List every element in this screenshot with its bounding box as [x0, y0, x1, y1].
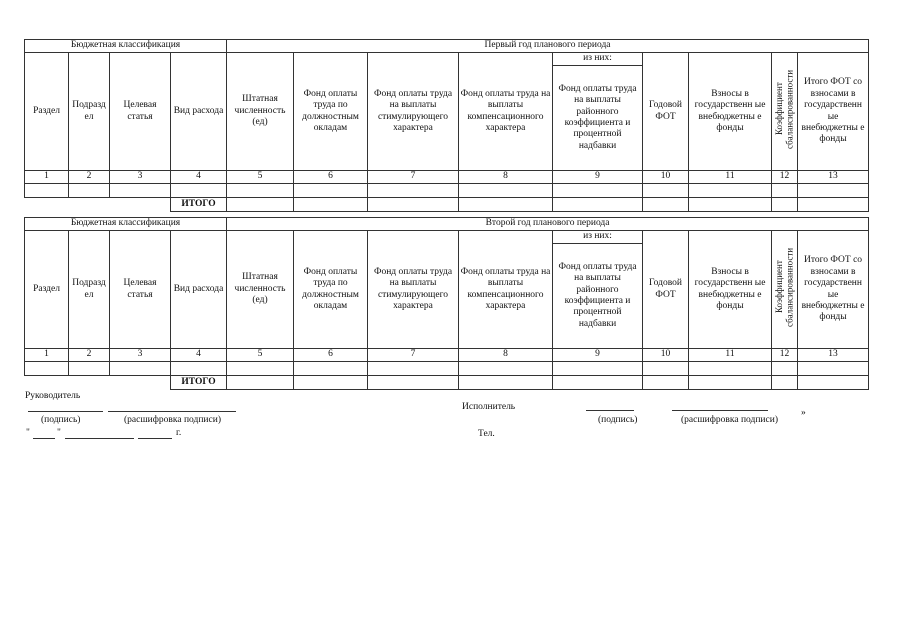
total-cell[interactable]: [643, 376, 689, 390]
header-koef-text: Коэффициент сбалансированности: [774, 247, 795, 327]
header-koef: [772, 231, 798, 349]
total-label: ИТОГО: [171, 198, 227, 212]
header-vznosy: Взносы в государственн ые внебюджетны е фонды: [689, 231, 772, 349]
rukovoditel-label: Руководитель: [25, 391, 81, 401]
col-number: 9: [553, 349, 643, 362]
col-number: 1: [25, 349, 69, 362]
empty-cell[interactable]: [294, 184, 368, 198]
col-number: 11: [689, 171, 772, 184]
col-number: 6: [294, 171, 368, 184]
ispolnitel-rasshifrovka-caption: (расшифровка подписи): [681, 415, 778, 425]
table-row-total: [25, 198, 869, 212]
empty-cell[interactable]: [798, 184, 869, 198]
header-fond-stim: Фонд оплаты труда на выплаты стимулирующего характера: [368, 231, 459, 349]
spacer-cell: [110, 376, 171, 390]
header-shtatnaya-chislennost: Штатная численность (ед): [227, 231, 294, 349]
rukovoditel-podpis-caption: (подпись): [41, 415, 81, 425]
rukovoditel-signature-line[interactable]: [28, 411, 103, 412]
header-fond-rayon: Фонд оплаты труда на выплаты районного коэффициента и процентной надбавки: [553, 66, 643, 171]
date-month-line[interactable]: [65, 438, 134, 439]
col-number: 8: [459, 171, 553, 184]
col-number: 9: [553, 171, 643, 184]
total-label: ИТОГО: [171, 376, 227, 390]
empty-cell[interactable]: [25, 184, 69, 198]
total-cell[interactable]: [643, 198, 689, 212]
empty-cell[interactable]: [294, 362, 368, 376]
header-koef: [772, 53, 798, 171]
empty-cell[interactable]: [553, 362, 643, 376]
total-cell[interactable]: [368, 376, 459, 390]
budget-table-second-year: [24, 217, 869, 390]
total-cell[interactable]: [798, 376, 869, 390]
section-period-title: Первый год планового периода: [227, 40, 869, 53]
col-number: 1: [25, 171, 69, 184]
spacer-cell: [25, 376, 69, 390]
col-number: 7: [368, 349, 459, 362]
col-number: 3: [110, 171, 171, 184]
empty-cell[interactable]: [553, 184, 643, 198]
empty-cell[interactable]: [69, 184, 110, 198]
header-fond-komp: Фонд оплаты труда на выплаты компенсационного характера: [459, 231, 553, 349]
spacer-cell: [69, 198, 110, 212]
col-number: 2: [69, 171, 110, 184]
empty-cell[interactable]: [772, 184, 798, 198]
total-cell[interactable]: [772, 376, 798, 390]
empty-cell[interactable]: [69, 362, 110, 376]
empty-cell[interactable]: [459, 362, 553, 376]
ispolnitel-label: Исполнитель: [462, 402, 516, 412]
empty-cell[interactable]: [171, 362, 227, 376]
empty-cell[interactable]: [798, 362, 869, 376]
empty-cell[interactable]: [110, 362, 171, 376]
table-row-empty: [25, 184, 869, 198]
closing-quote-mark: »: [801, 408, 806, 418]
date-close-quote: ": [57, 428, 61, 438]
empty-cell[interactable]: [772, 362, 798, 376]
col-number: 11: [689, 349, 772, 362]
section-budget-classification: Бюджетная классификация: [25, 40, 227, 53]
total-cell[interactable]: [459, 198, 553, 212]
total-cell[interactable]: [227, 376, 294, 390]
ispolnitel-signature-line[interactable]: [586, 410, 634, 411]
section-period-title: Второй год планового периода: [227, 218, 869, 231]
col-number: 6: [294, 349, 368, 362]
total-cell[interactable]: [459, 376, 553, 390]
header-godovoy-fot: Годовой ФОТ: [643, 231, 689, 349]
header-shtatnaya-chislennost: Штатная численность (ед): [227, 53, 294, 171]
empty-cell[interactable]: [227, 362, 294, 376]
header-iz-nih: из них:: [553, 53, 643, 66]
total-cell[interactable]: [689, 376, 772, 390]
spacer-cell: [25, 198, 69, 212]
total-cell[interactable]: [294, 198, 368, 212]
header-podrazdel: Подразд ел: [69, 231, 110, 349]
col-number: 2: [69, 349, 110, 362]
table-row-total: [25, 376, 869, 390]
header-razdel: Раздел: [25, 53, 69, 171]
empty-cell[interactable]: [171, 184, 227, 198]
tel-label: Тел.: [478, 429, 495, 439]
date-year-line[interactable]: [138, 438, 172, 439]
header-itogo-fot: Итого ФОТ со взносами в государственн ые внебюджетны е фонды: [798, 231, 869, 349]
header-vznosy: Взносы в государственн ые внебюджетны е фонды: [689, 53, 772, 171]
header-celevaya-statya: Целевая статья: [110, 231, 171, 349]
empty-cell[interactable]: [368, 362, 459, 376]
header-podrazdel: Подразд ел: [69, 53, 110, 171]
header-fond-oklad: Фонд оплаты труда по должностным окладам: [294, 53, 368, 171]
col-number: 5: [227, 171, 294, 184]
date-year-suffix: г.: [176, 428, 182, 438]
header-fond-rayon: Фонд оплаты труда на выплаты районного коэффициента и процентной надбавки: [553, 244, 643, 349]
total-cell[interactable]: [798, 198, 869, 212]
col-number: 13: [798, 171, 869, 184]
header-iz-nih: из них:: [553, 231, 643, 244]
header-fond-oklad: Фонд оплаты труда по должностным окладам: [294, 231, 368, 349]
total-cell[interactable]: [553, 198, 643, 212]
header-razdel: Раздел: [25, 231, 69, 349]
rukovoditel-rasshifrovka-caption: (расшифровка подписи): [124, 415, 221, 425]
total-cell[interactable]: [553, 376, 643, 390]
empty-cell[interactable]: [227, 184, 294, 198]
col-number: 8: [459, 349, 553, 362]
empty-cell[interactable]: [689, 362, 772, 376]
ispolnitel-name-line[interactable]: [672, 410, 768, 411]
ispolnitel-podpis-caption: (подпись): [598, 415, 638, 425]
header-godovoy-fot: Годовой ФОТ: [643, 53, 689, 171]
header-fond-komp: Фонд оплаты труда на выплаты компенсационного характера: [459, 53, 553, 171]
header-itogo-fot: Итого ФОТ со взносами в государственн ые внебюджетны е фонды: [798, 53, 869, 171]
header-koef-text: Коэффициент сбалансированности: [774, 69, 795, 149]
col-number: 4: [171, 349, 227, 362]
total-cell[interactable]: [294, 376, 368, 390]
empty-cell[interactable]: [643, 362, 689, 376]
date-open-quote: ": [26, 428, 30, 438]
section-budget-classification: Бюджетная классификация: [25, 218, 227, 231]
col-number: 10: [643, 349, 689, 362]
col-number: 12: [772, 349, 798, 362]
empty-cell[interactable]: [643, 184, 689, 198]
col-number: 13: [798, 349, 869, 362]
empty-cell[interactable]: [25, 362, 69, 376]
date-day-line[interactable]: [33, 438, 55, 439]
total-cell[interactable]: [368, 198, 459, 212]
budget-table-first-year: [24, 39, 869, 212]
table-row-empty: [25, 362, 869, 376]
header-vid-rashoda: Вид расхода: [171, 231, 227, 349]
empty-cell[interactable]: [689, 184, 772, 198]
total-cell[interactable]: [689, 198, 772, 212]
header-fond-stim: Фонд оплаты труда на выплаты стимулирующего характера: [368, 53, 459, 171]
empty-cell[interactable]: [459, 184, 553, 198]
spacer-cell: [110, 198, 171, 212]
empty-cell[interactable]: [110, 184, 171, 198]
col-number: 12: [772, 171, 798, 184]
spacer-cell: [69, 376, 110, 390]
empty-cell[interactable]: [368, 184, 459, 198]
col-number: 3: [110, 349, 171, 362]
header-vid-rashoda: Вид расхода: [171, 53, 227, 171]
col-number: 7: [368, 171, 459, 184]
header-celevaya-statya: Целевая статья: [110, 53, 171, 171]
col-number: 10: [643, 171, 689, 184]
col-number: 4: [171, 171, 227, 184]
col-number: 5: [227, 349, 294, 362]
rukovoditel-name-line[interactable]: [108, 411, 236, 412]
total-cell[interactable]: [772, 198, 798, 212]
total-cell[interactable]: [227, 198, 294, 212]
